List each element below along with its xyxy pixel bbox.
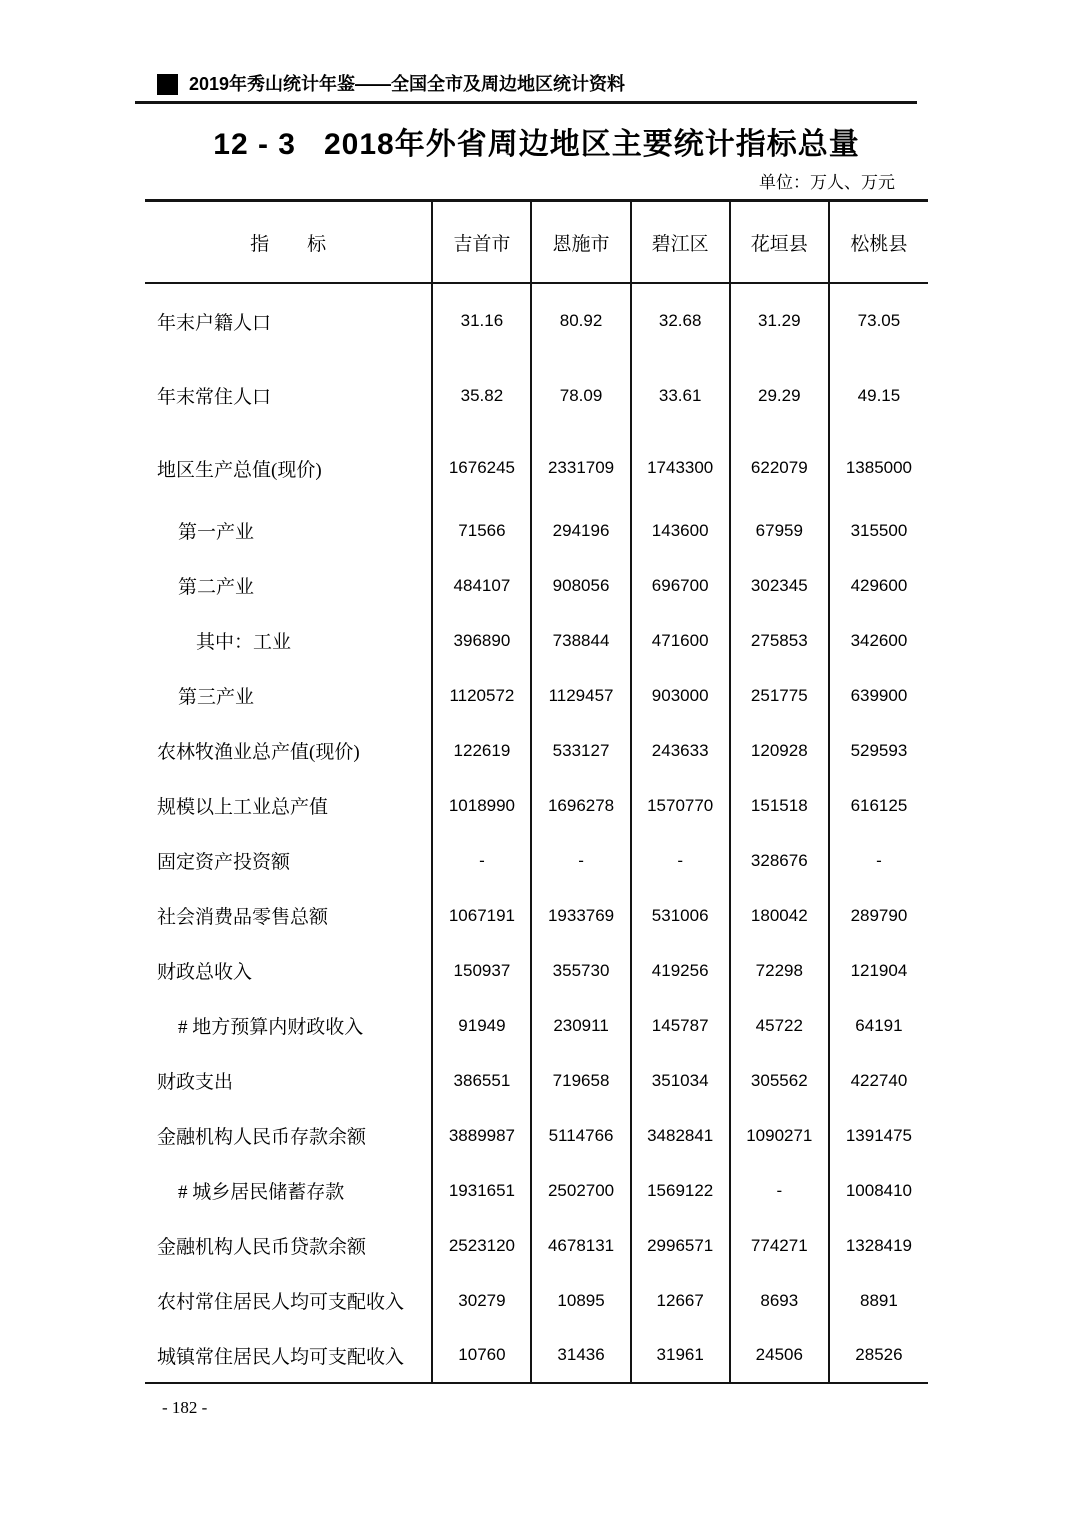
value-cell: 2523120 [432, 1218, 531, 1273]
table-row [145, 558, 928, 613]
table-row [145, 1163, 928, 1218]
value-cell: 639900 [829, 668, 928, 723]
table-row [145, 1108, 928, 1163]
value-cell: 35.82 [432, 358, 531, 433]
indicator-cell: 财政总收入 [145, 943, 432, 998]
page-title [145, 126, 928, 164]
value-cell: 32.68 [631, 283, 730, 358]
value-cell: 243633 [631, 723, 730, 778]
table-row [145, 433, 928, 503]
value-cell: - [730, 1163, 829, 1218]
unit-note: 单位：万人、万元 [759, 173, 895, 192]
table-row [145, 778, 928, 833]
header-band-text: 2019年秀山统计年鉴——全国全市及周边地区统计资料 [189, 74, 626, 94]
column-header-songtao: 松桃县 [829, 201, 928, 284]
value-cell: - [631, 833, 730, 888]
table-row [145, 1218, 928, 1273]
value-cell: 45722 [730, 998, 829, 1053]
table-row [145, 1328, 928, 1383]
indicator-cell: 财政支出 [145, 1053, 432, 1108]
table-row [145, 358, 928, 433]
value-cell: 908056 [531, 558, 630, 613]
value-cell: 531006 [631, 888, 730, 943]
value-cell: 143600 [631, 503, 730, 558]
value-cell: 3482841 [631, 1108, 730, 1163]
value-cell: 1129457 [531, 668, 630, 723]
indicator-cell: 金融机构人民币存款余额 [145, 1108, 432, 1163]
indicator-cell: # 地方预算内财政收入 [145, 998, 432, 1053]
value-cell: 80.92 [531, 283, 630, 358]
value-cell: - [829, 833, 928, 888]
indicator-cell: 农村常住居民人均可支配收入 [145, 1273, 432, 1328]
value-cell: 302345 [730, 558, 829, 613]
indicator-cell: 年末常住人口 [145, 358, 432, 433]
indicator-cell: 第三产业 [145, 668, 432, 723]
header-rule [135, 101, 917, 104]
value-cell: 616125 [829, 778, 928, 833]
value-cell: 719658 [531, 1053, 630, 1108]
value-cell: 30279 [432, 1273, 531, 1328]
table-row [145, 668, 928, 723]
value-cell: 529593 [829, 723, 928, 778]
value-cell: 251775 [730, 668, 829, 723]
value-cell: 5114766 [531, 1108, 630, 1163]
value-cell: 33.61 [631, 358, 730, 433]
value-cell: 3889987 [432, 1108, 531, 1163]
value-cell: 533127 [531, 723, 630, 778]
table-row [145, 613, 928, 668]
value-cell: 1676245 [432, 433, 531, 503]
indicator-cell: 城镇常住居民人均可支配收入 [145, 1328, 432, 1383]
value-cell: 1391475 [829, 1108, 928, 1163]
value-cell: 305562 [730, 1053, 829, 1108]
value-cell: 351034 [631, 1053, 730, 1108]
value-cell: 2996571 [631, 1218, 730, 1273]
value-cell: 91949 [432, 998, 531, 1053]
value-cell: 151518 [730, 778, 829, 833]
value-cell: 355730 [531, 943, 630, 998]
value-cell: 774271 [730, 1218, 829, 1273]
value-cell: 1067191 [432, 888, 531, 943]
column-header-enshi: 恩施市 [531, 201, 630, 284]
table-title-text: 2018年外省周边地区主要统计指标总量 [323, 128, 860, 161]
value-cell: 903000 [631, 668, 730, 723]
header-row [145, 201, 928, 284]
indicator-cell: # 城乡居民储蓄存款 [145, 1163, 432, 1218]
table-header [145, 201, 928, 284]
value-cell: 471600 [631, 613, 730, 668]
value-cell: 738844 [531, 613, 630, 668]
value-cell: 121904 [829, 943, 928, 998]
value-cell: 31961 [631, 1328, 730, 1383]
value-cell: 31.16 [432, 283, 531, 358]
value-cell: 315500 [829, 503, 928, 558]
value-cell: 289790 [829, 888, 928, 943]
value-cell: 1090271 [730, 1108, 829, 1163]
table-row [145, 723, 928, 778]
value-cell: 29.29 [730, 358, 829, 433]
value-cell: 120928 [730, 723, 829, 778]
table-row [145, 998, 928, 1053]
value-cell: 2331709 [531, 433, 630, 503]
value-cell: 8891 [829, 1273, 928, 1328]
indicator-cell: 农林牧渔业总产值(现价) [145, 723, 432, 778]
indicator-cell: 社会消费品零售总额 [145, 888, 432, 943]
value-cell: 10895 [531, 1273, 630, 1328]
value-cell: 1570770 [631, 778, 730, 833]
indicator-header-cell: 指 标 [145, 201, 432, 284]
page-header-band [145, 72, 928, 96]
value-cell: 1933769 [531, 888, 630, 943]
value-cell: 328676 [730, 833, 829, 888]
value-cell: 419256 [631, 943, 730, 998]
value-cell: 230911 [531, 998, 630, 1053]
value-cell: 429600 [829, 558, 928, 613]
value-cell: 67959 [730, 503, 829, 558]
value-cell: 1931651 [432, 1163, 531, 1218]
page-number: - 182 - [162, 1398, 208, 1417]
value-cell: 31.29 [730, 283, 829, 358]
value-cell: 78.09 [531, 358, 630, 433]
value-cell: 484107 [432, 558, 531, 613]
value-cell: 622079 [730, 433, 829, 503]
value-cell: 10760 [432, 1328, 531, 1383]
value-cell: 64191 [829, 998, 928, 1053]
value-cell: 24506 [730, 1328, 829, 1383]
value-cell: 342600 [829, 613, 928, 668]
value-cell: 422740 [829, 1053, 928, 1108]
value-cell: 1328419 [829, 1218, 928, 1273]
statistics-table [145, 199, 928, 1384]
table-number: 12 - 3 [213, 128, 296, 161]
table-row [145, 943, 928, 998]
value-cell: 1743300 [631, 433, 730, 503]
value-cell: 49.15 [829, 358, 928, 433]
table-row [145, 1053, 928, 1108]
column-header-huayuan: 花垣县 [730, 201, 829, 284]
value-cell: 696700 [631, 558, 730, 613]
value-cell: 2502700 [531, 1163, 630, 1218]
value-cell: 1008410 [829, 1163, 928, 1218]
indicator-cell: 第一产业 [145, 503, 432, 558]
value-cell: 28526 [829, 1328, 928, 1383]
value-cell: 122619 [432, 723, 531, 778]
value-cell: 1385000 [829, 433, 928, 503]
value-cell: - [531, 833, 630, 888]
table-row [145, 503, 928, 558]
value-cell: 73.05 [829, 283, 928, 358]
table-body [145, 283, 928, 1383]
indicator-cell: 固定资产投资额 [145, 833, 432, 888]
value-cell: 275853 [730, 613, 829, 668]
value-cell: 1569122 [631, 1163, 730, 1218]
value-cell: 8693 [730, 1273, 829, 1328]
value-cell: 31436 [531, 1328, 630, 1383]
indicator-cell: 其中：工业 [145, 613, 432, 668]
value-cell: 294196 [531, 503, 630, 558]
table-row [145, 833, 928, 888]
value-cell: 1696278 [531, 778, 630, 833]
value-cell: 12667 [631, 1273, 730, 1328]
value-cell: 386551 [432, 1053, 531, 1108]
indicator-cell: 地区生产总值(现价) [145, 433, 432, 503]
value-cell: 1120572 [432, 668, 531, 723]
indicator-cell: 金融机构人民币贷款余额 [145, 1218, 432, 1273]
value-cell: 145787 [631, 998, 730, 1053]
value-cell: 150937 [432, 943, 531, 998]
value-cell: 1018990 [432, 778, 531, 833]
value-cell: 4678131 [531, 1218, 630, 1273]
page-content [145, 0, 928, 1384]
indicator-cell: 规模以上工业总产值 [145, 778, 432, 833]
table-row [145, 283, 928, 358]
column-header-bijiang: 碧江区 [631, 201, 730, 284]
value-cell: 180042 [730, 888, 829, 943]
table-row [145, 1273, 928, 1328]
value-cell: - [432, 833, 531, 888]
value-cell: 71566 [432, 503, 531, 558]
value-cell: 396890 [432, 613, 531, 668]
column-header-jishou: 吉首市 [432, 201, 531, 284]
indicator-cell: 第二产业 [145, 558, 432, 613]
table-row [145, 888, 928, 943]
value-cell: 72298 [730, 943, 829, 998]
indicator-cell: 年末户籍人口 [145, 283, 432, 358]
black-square-icon [157, 74, 178, 95]
